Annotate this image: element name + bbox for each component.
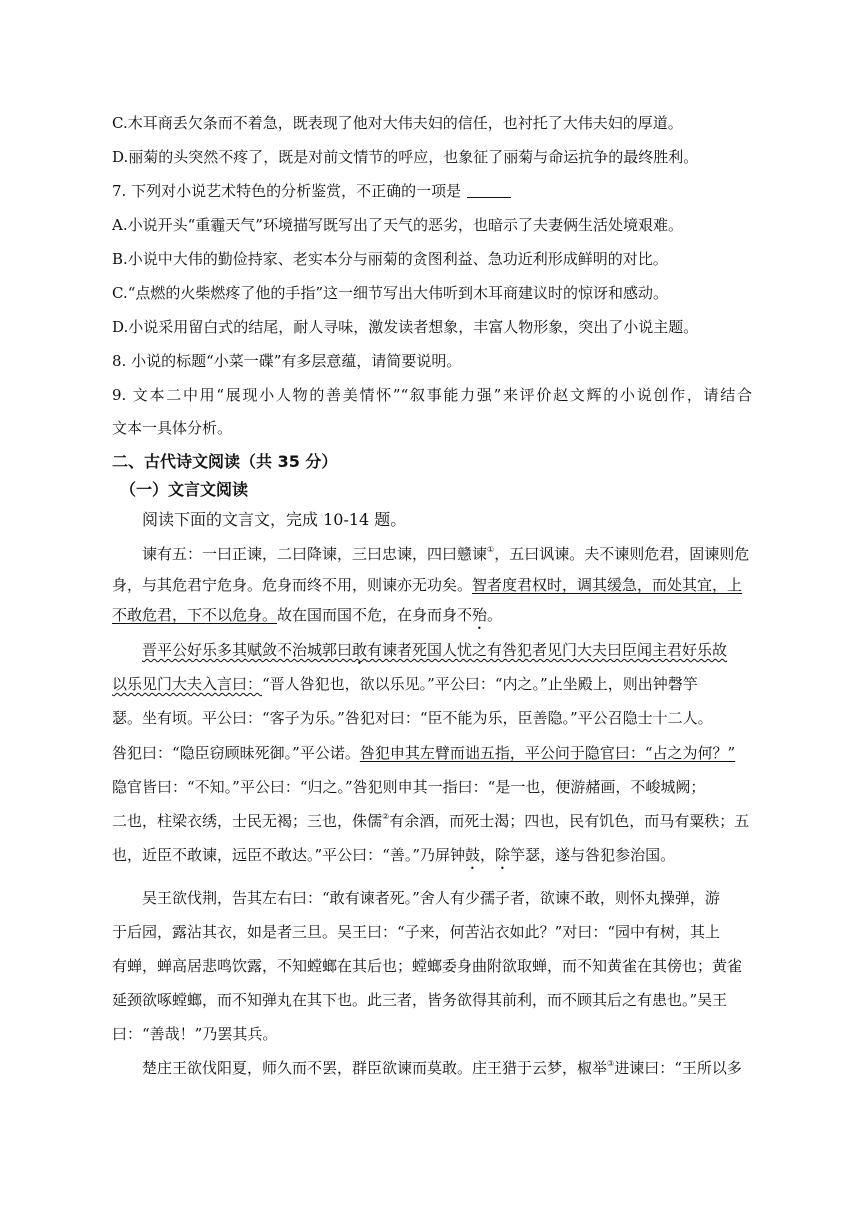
- q7-option-b: B.小说中大伟的勤俭持家、老实本分与丽菊的贪图利益、急功近利形成鲜明的对比。: [112, 250, 668, 268]
- question-8: 8. 小说的标题“小菜一碟”有多层意蕴，请简要说明。: [112, 352, 462, 370]
- q7-stem-text: 7. 下列对小说艺术特色的分析鉴赏，不正确的一项是: [112, 182, 462, 200]
- text-run: “晋人咎犯也，欲以乐见。”平公曰：“内之。”止坐殿上，则出钟磬竽: [262, 675, 698, 693]
- passage-2-line-2: [112, 674, 752, 694]
- underlined-sentence: 咎犯申其左臂而诎五指，平公问于隐官曰：“占之为何？”: [359, 744, 736, 762]
- passage-1-line-3: [112, 605, 752, 633]
- text-run: 故在国而国不危，在身而身不: [277, 606, 473, 624]
- q6-option-d: D.丽菊的头突然不疼了，既是对前文情节的呼应，也象征了丽菊与命运抗争的最终胜利。: [112, 148, 699, 166]
- dotted-character: 除: [495, 846, 511, 864]
- text-run: ，五曰讽谏。夫不谏则危君，固谏则危: [494, 545, 750, 563]
- q7-option-d: D.小说采用留白式的结尾，耐人寻味，激发读者想象，丰富人物形象，突出了小说主题。: [112, 318, 699, 336]
- text-run: 谏有五：一曰正谏，二曰降谏，三曰忠谏，四曰戆谏: [142, 545, 488, 563]
- text-run: 。: [487, 606, 503, 624]
- passage-3-line-5: 曰：“善哉！”乃罢其兵。: [112, 1025, 278, 1043]
- passage-2-line-5: 隐官皆曰：“不知。”平公曰：“归之。”咎犯则申其一指曰：“是一也，便游赭画，不峻城阙；: [112, 778, 706, 796]
- text-run: 也，近臣不敢谏，远臣不敢达。”平公曰：“善。”乃屏钟: [112, 846, 466, 864]
- text-run: 晋平公好乐多其赋敛不治城郭曰: [142, 641, 353, 659]
- answer-blank: [467, 183, 511, 198]
- text-run: 进谏曰：“王所以多: [614, 1059, 742, 1077]
- section-title: 二、古代诗文阅读（共 35 分）: [112, 452, 338, 471]
- q6-option-c: C.木耳商丢欠条而不着急，既表现了他对大伟夫妇的信任，也衬托了大伟夫妇的厚道。: [112, 114, 683, 132]
- question-9-line-1: 9. 文本二中用“展现小人物的善美情怀”“叙事能力强”来评价赵文辉的小说创作，请结合: [112, 386, 752, 404]
- wavy-underlined-text: 以乐见门大夫入言曰：: [112, 675, 263, 693]
- q7-stem: [112, 181, 752, 201]
- text-run: 有谏者死国人忧之有咎犯者见门大夫曰臣闻主君好乐故: [367, 641, 728, 659]
- text-run: 有余酒，而死士渴；四也，民有饥色，而马有粟秩；五: [389, 812, 750, 830]
- text-run: 楚庄王欲伐阳夏，师久而不罢，群臣欲谏而莫敢。庄王猎于云梦，椒举: [142, 1059, 608, 1077]
- passage-4-line-1: [142, 1058, 752, 1078]
- passage-2-line-7: [112, 845, 752, 873]
- q7-option-a: A.小说开头“重霾天气”环境描写既写出了天气的恶劣，也暗示了夫妻俩生活处境艰难。: [112, 216, 683, 234]
- section-subtitle: （一）文言文阅读: [120, 480, 249, 499]
- passage-1-line-2: [112, 575, 752, 595]
- dotted-character: 殆: [472, 606, 488, 624]
- passage-1-line-1: [142, 544, 752, 564]
- text-run: 竽瑟，遂与咎犯参治国。: [510, 846, 676, 864]
- footnote-marker: ③: [607, 1059, 615, 1068]
- q7-option-c: C.“点燃的火柴燃疼了他的手指”这一细节写出大伟听到木耳商建议时的惊讶和感动。: [112, 284, 669, 302]
- dotted-character: 敢: [352, 641, 368, 659]
- footnote-marker: ②: [382, 812, 390, 821]
- passage-2-line-4: [112, 743, 752, 763]
- reading-instruction: 阅读下面的文言文，完成 10-14 题。: [142, 510, 407, 529]
- passage-2-line-6: [112, 811, 752, 831]
- passage-2-line-1: [142, 640, 752, 668]
- text-run: 二也，柱梁衣绣，士民无褐；三也，侏儒: [112, 812, 383, 830]
- text-run: 咎犯曰：“隐臣窃顾昧死御。”平公诺。: [112, 744, 360, 762]
- text-run: 身，与其危君宁危身。危身而终不用，则谏亦无功矣。: [112, 576, 473, 594]
- underlined-sentence: 不敢危君，下不以危身。: [112, 606, 278, 624]
- passage-2-line-3: 瑟。坐有顷。平公曰：“客子为乐。”咎犯对曰：“臣不能为乐，臣善隐。”平公召隐士十二人。: [112, 709, 713, 727]
- passage-3-line-3: 有蝉，蝉高居悲鸣饮露，不知螳螂在其后也；螳螂委身曲附欲取蝉，而不知黄雀在其傍也；黄雀: [112, 957, 743, 975]
- question-9-line-2: 文本一具体分析。: [112, 419, 233, 437]
- passage-3-line-2: 于后园，露沾其衣，如是者三旦。吴王曰：“子来，何苦沾衣如此？”对曰：“园中有树，其上: [112, 923, 721, 941]
- underlined-sentence: 智者度君权时，调其缓急，而处其宜，上: [472, 576, 743, 594]
- passage-3-line-4: 延颈欲啄螳螂，而不知弹丸在其下也。此三者，皆务欲得其前利，而不顾其后之有患也。”吴王: [112, 991, 728, 1009]
- dotted-character: 鼓: [465, 846, 481, 864]
- footnote-marker: ①: [487, 545, 495, 554]
- text-run: ，: [480, 846, 496, 864]
- passage-3-line-1: 吴王欲伐荆，告其左右曰：“敢有谏者死。”舍人有少孺子者，欲谏不敢，则怀丸操弹，游: [142, 889, 720, 907]
